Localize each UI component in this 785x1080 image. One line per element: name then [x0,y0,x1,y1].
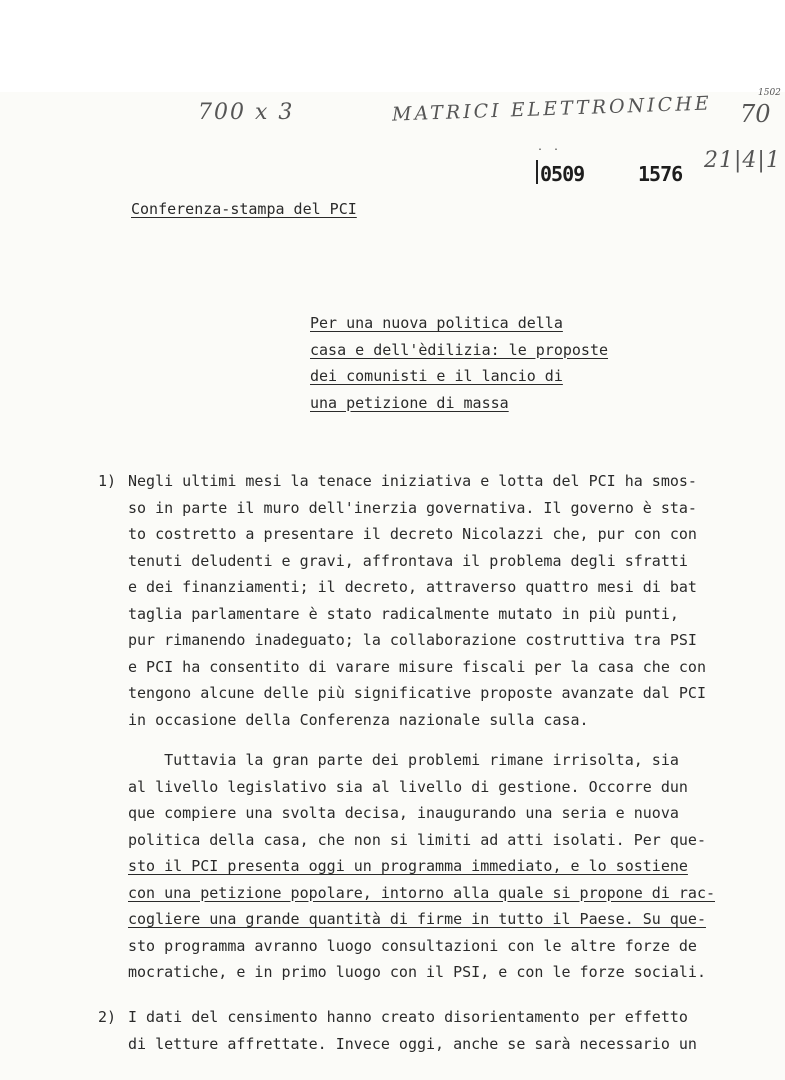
subtitle-line: una petizione di massa [310,393,509,412]
text-line: tenuti deludenti e gravi, affrontava il problema degli sfratti [128,551,688,570]
text-line: Negli ultimi mesi la tenace iniziativa e lotta del PCI ha smos- [128,472,697,490]
handwritten-folio: 70 [740,100,771,128]
text-line: politica della casa, che non si limiti ad atti isolati. Per que- [128,830,706,849]
section-2 [98,1004,768,1057]
stamp-number-1: 0509 [540,162,585,186]
text-line-underlined: cogliere una grande quantità di firme in tutto il Paese. Su que- [128,910,706,928]
text-line: di letture affrettate. Invece oggi, anche se sarà necessario un [128,1034,697,1053]
text-line-underlined: sto il PCI presenta oggi un programma immediato, e lo sostiene [128,857,688,875]
section-number: 2) [98,1008,117,1026]
stamp-dots: . . [537,142,562,153]
handwritten-date: 21|4|1 [704,148,781,173]
text-line: que compiere una svolta decisa, inaugurando una seria e nuova [128,804,679,822]
handwritten-small-number: 1502 [758,88,781,98]
stamp-bar [536,160,538,184]
document-title: Conferenza-stampa del PCI [131,200,357,218]
stamp-number-2: 1576 [638,162,683,186]
subtitle-line: casa e dell'èdilizia: le proposte [310,340,609,359]
text-line: to costretto a presentare il decreto Nicolazzi che, pur con con [128,525,697,543]
handwritten-note: MATRICI ELETTRONICHE [391,92,713,126]
section-number: 1) [98,472,117,490]
top-margin [0,0,785,92]
handwritten-count: 700 x 3 [198,100,295,125]
text-line: sto programma avranno luogo consultazioni con le altre forze de [128,936,697,955]
document-subtitle [310,310,608,416]
text-line: e PCI ha consentito di varare misure fiscali per la casa che con [128,657,706,676]
text-line: al livello legislativo sia al livello di gestione. Occorre dun [128,777,688,796]
subtitle-line: Per una nuova politica della [310,314,563,332]
text-line: mocratiche, e in primo luogo con il PSI, e con le forze sociali. [128,963,706,981]
text-line: e dei finanziamenti; il decreto, attraverso quattro mesi di bat [128,578,697,596]
section-1 [98,468,768,986]
text-line-underlined: con una petizione popolare, intorno alla quale si propone di rac- [128,883,715,902]
text-line: Tuttavia la gran parte dei problemi rimane irrisolta, sia [128,751,679,769]
text-line: so in parte il muro dell'inerzia governativa. Il governo è sta- [128,498,697,517]
text-line: pur rimanendo inadeguato; la collaborazione costruttiva tra PSI [128,631,697,649]
subtitle-line: dei comunisti e il lancio di [310,367,563,385]
text-line: in occasione della Conferenza nazionale sulla casa. [128,710,589,729]
text-line: I dati del censimento hanno creato disorientamento per effetto [128,1008,688,1026]
text-line: taglia parlamentare è stato radicalmente mutato in più punti, [128,604,679,623]
text-line: tengono alcune delle più significative proposte avanzate dal PCI [128,684,706,702]
